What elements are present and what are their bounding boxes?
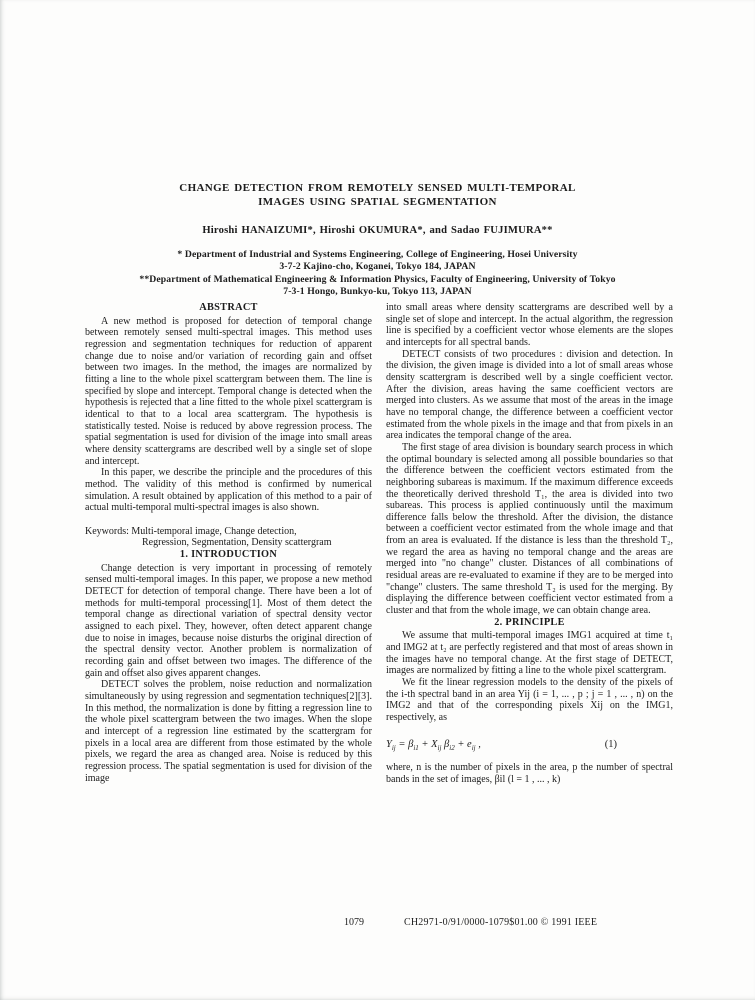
page-number: 1079	[344, 917, 364, 928]
affiliation-line-3: **Department of Mathematical Engineering & Information Physics, Faculty of Engineering, University of Tokyo	[139, 273, 616, 285]
right-column	[386, 302, 673, 786]
authors-line: Hiroshi HANAIZUMI*, Hiroshi OKUMURA*, and Sadao FUJIMURA**	[202, 225, 553, 236]
keywords-block	[85, 526, 372, 549]
detect-procedures-paragraph: DETECT consists of two procedures : division and detection. In the division, the given image is divided into a lot of small areas whose density scattergram is described well by a single coefficient vector. After the division, areas having the same coefficient vectors are merged into clusters. As we assume that most of the areas in the image have no temporal change, the difference between a coefficient vector estimated from the whole pixels in the image and that from pixels in an area indicates the temporal change of the area.	[386, 348, 673, 442]
paper-title-line-2: IMAGES USING SPATIAL SEGMENTATION	[258, 195, 497, 208]
where-paragraph: where, n is the number of pixels in the area, p the number of spectral bands in the set of images, βil (l = 1 , ... , k)	[386, 762, 673, 785]
paper-title-line-1: CHANGE DETECTION FROM REMOTELY SENSED MULTI-TEMPORAL	[179, 182, 576, 194]
introduction-paragraph-2: DETECT solves the problem, noise reduction and normalization simultaneously by using regression and segmentation techniques[2][3]. In this method, the normalization is done by fitting a regression line to the whole pixel scattergram between the two images. When the slope and intercept of a regression line estimated by the scattergram for pixels in a local area are different from those estimated by the whole pixels, we regard the area as changed area. Noise is reduced by this regression process. The spatial segmentation is used for division of the image	[85, 679, 372, 784]
affiliations-block	[0, 249, 755, 299]
equation-row	[386, 739, 673, 751]
abstract-paragraph-2: In this paper, we describe the principle and the procedures of this method. The validity of this method is confirmed by numerical simulation. A result obtained by application of this method to a pair of actual multi-temporal multi-spectral images is also shown.	[85, 467, 372, 514]
principle-heading: 2. PRINCIPLE	[494, 616, 565, 628]
two-column-body	[85, 302, 673, 786]
abstract-heading: ABSTRACT	[199, 302, 258, 313]
affiliation-line-2: 3-7-2 Kajino-cho, Koganei, Tokyo 184, JAPAN	[279, 261, 476, 273]
keywords-line-2: Regression, Segmentation, Density scattergram	[142, 537, 332, 549]
area-division-paragraph: The first stage of area division is boundary search process in which the optimal boundary is selected among all possible boundaries so that the difference between the coefficient vectors estimated from the neighboring subareas is maximum. If the maximum difference exceeds the theoretically derived threshold T₁, the area is divided into two subareas. This process is applied continuously until the maximum difference falls below the threshold. After the division, the distance between a coefficient vector estimated from the whole image and that from an area is evaluated. If the distance is less than the threshold T₂, we regard the area as having no temporal change and the areas are merged into "no change" cluster. Distances of all combinations of residual areas are re-evaluated to examine if they are to be merged into "change" clusters. The same threshold T₂ is used for the merging. By displaying the difference between coefficient vector estimated from a cluster and that from the whole image, we can obtain change area.	[386, 441, 673, 617]
equation-1: $Y_{ij} = \beta_{i1} + X_{ij}$ $\beta_{i2} + e_{ij}$ ,	[386, 738, 481, 752]
equation-1-number: (1)	[604, 738, 617, 750]
principle-paragraph-2: We fit the linear regression models to the density of the pixels of the i-th spectral band in an area Yij (i = 1, ... , p ; j = 1 , ... , n) on the IMG2 and that of the corresponding pixels Xij on the IMG1, respectively, as	[386, 677, 673, 723]
affiliation-line-4: 7-3-1 Hongo, Bunkyo-ku, Tokyo 113, JAPAN	[283, 286, 472, 298]
copyright-notice: CH2971-0/91/0000-1079$01.00 © 1991 IEEE	[404, 917, 598, 928]
affiliation-line-1: * Department of Industrial and Systems Engineering, College of Engineering, Hosei University	[177, 249, 578, 260]
abstract-paragraph-1: A new method is proposed for detection of temporal change between remotely sensed multi-spectral images. This method uses regression and segmentation techniques for reduction of apparent change due to noise and/or variation of recording gain and offset between two images. In the method, the images are normalized by fitting a line to the whole pixel scattergram between them. The line is specified by slope and intercept. Temporal change is detected when the hypothesis is rejected that a line fitted to the whole pixel scattergram is identical to that to a local area scattergram. The hypothesis is statistically tested. Noise is reduced by above regression process. The spatial segmentation is used for division of the image into small areas where density scattergrams are described well by a single set of slope and intercept.	[85, 315, 372, 467]
left-column	[85, 302, 372, 786]
keywords-line-1: Keywords: Multi-temporal image, Change detection,	[85, 525, 297, 537]
paper-header	[0, 182, 755, 299]
continuation-paragraph: into small areas where density scattergrams are described well by a single set of slope and intercept. In the actual algorithm, the regression line is specified by a coefficient vector whose elements are the slopes and intercepts for all spectral bands.	[386, 302, 673, 348]
principle-paragraph-1: We assume that multi-temporal images IMG1 acquired at time t₁ and IMG2 at t₂ are perfectly registered and that most of areas shown in the images have no temporal change. At the first stage of DETECT, images are normalized by fitting a line to the whole pixel scattergram.	[386, 630, 673, 677]
introduction-heading: 1. INTRODUCTION	[179, 549, 278, 561]
introduction-paragraph-1: Change detection is very important in processing of remotely sensed multi-temporal images. In this paper, we propose a new method DETECT for detection of temporal change. There have been a lot of methods for multi-temporal processing[1]. Most of them detect the temporal change as directional variation of spectral density vector assigned to each pixel. They, however, often detect apparent change due to noise in images, because noise disturbs the original direction of the spectral density vector. Another problem is normalization of recording gain and offset between two images. The difference of the gain and offset also gives apparent changes.	[85, 562, 372, 679]
